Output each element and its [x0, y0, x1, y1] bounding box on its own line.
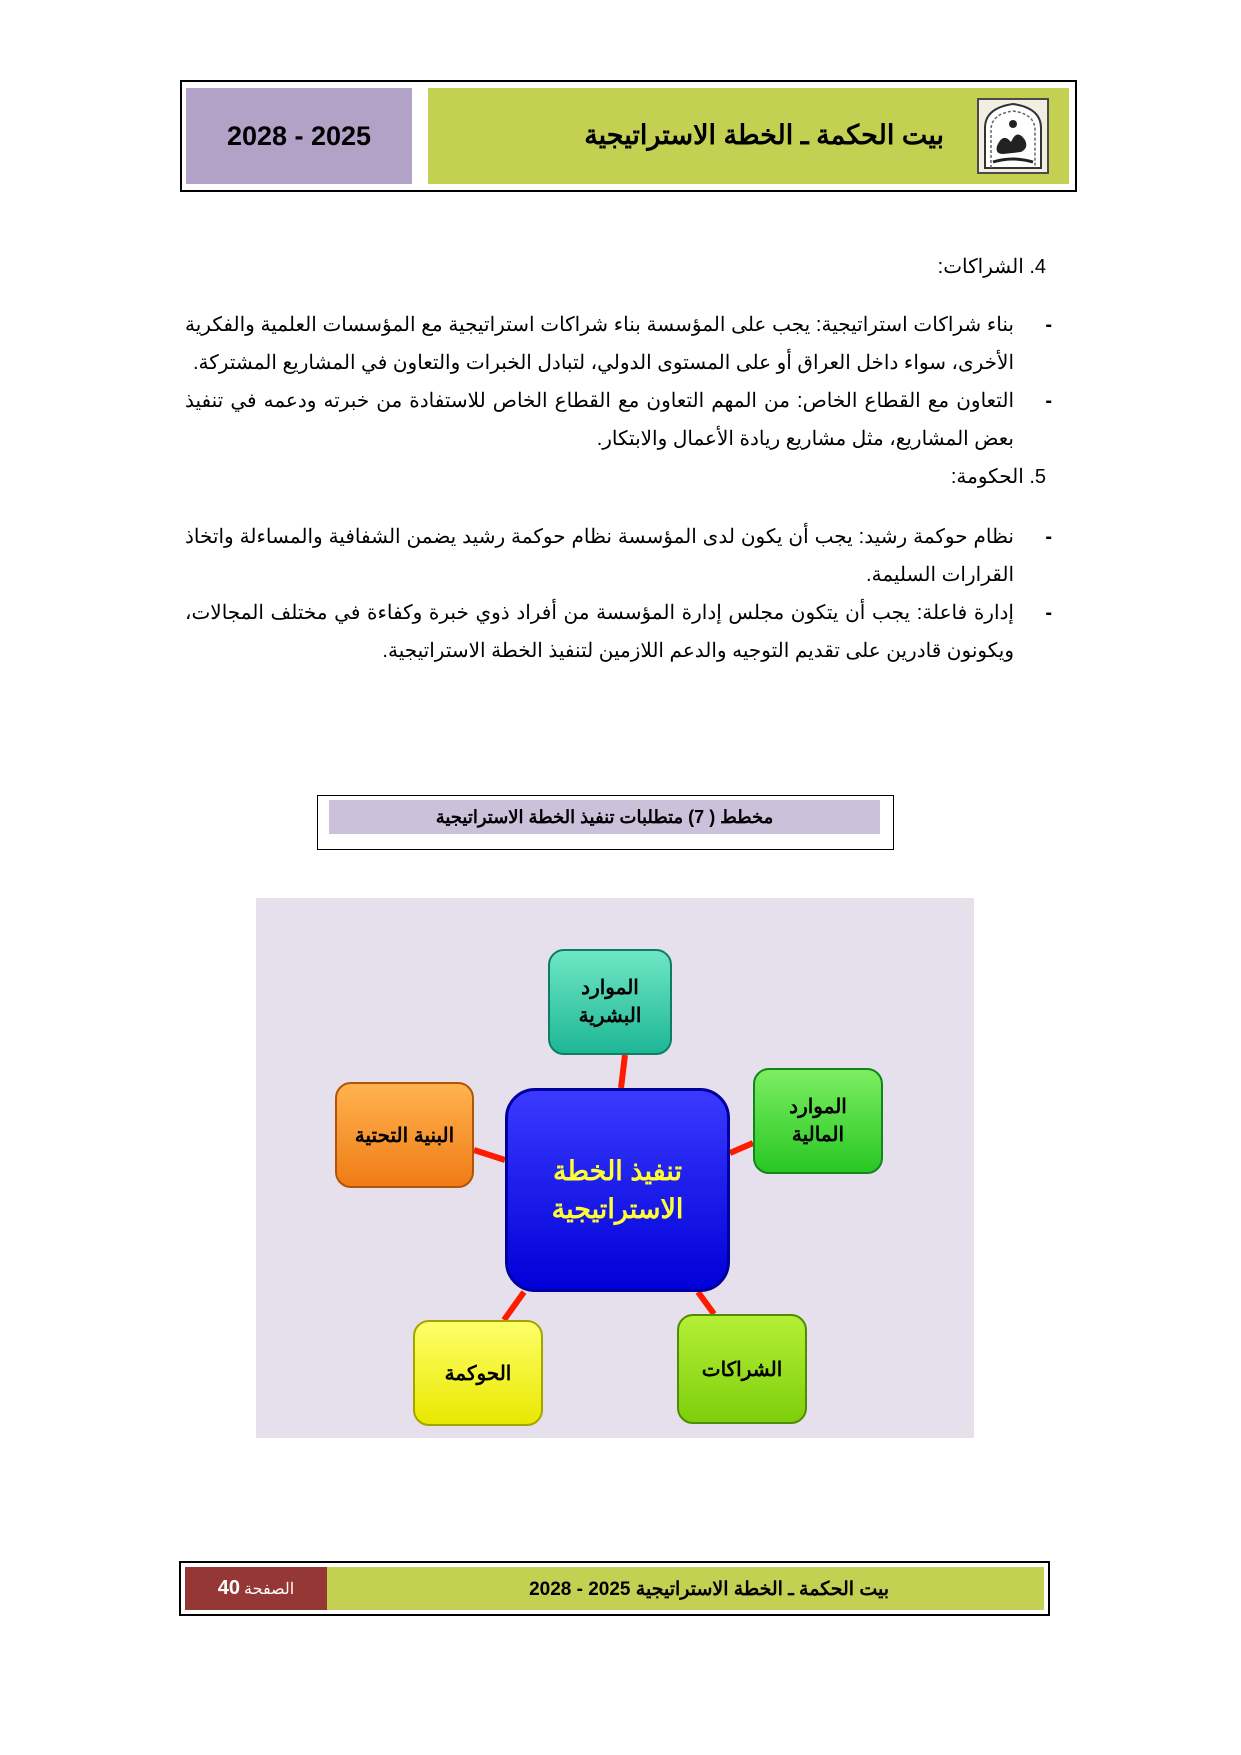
bullet-private-sector — [185, 382, 1052, 458]
section-title-partnerships: 4. الشراكات: — [937, 256, 1046, 278]
node-human-resources — [548, 949, 672, 1055]
page-footer — [179, 1561, 1050, 1616]
node-governance — [413, 1320, 543, 1426]
footer-title: بيت الحكمة ـ الخطة الاستراتيجية 2025 - 2028 — [529, 1579, 889, 1600]
page-label: الصفحة — [244, 1580, 295, 1598]
bullet-marker: - — [1045, 526, 1052, 548]
connector-hr — [621, 1055, 625, 1088]
figure-caption-box — [317, 795, 894, 850]
footer-title-box — [327, 1567, 1044, 1610]
node-label: الشراكات — [701, 1358, 783, 1381]
bullet-text: التعاون مع القطاع الخاص: من المهم التعاون مع القطاع الخاص للاستفادة من خبرته ودعمه في تنفيذ بعض المشاريع، مثل مشاريع ريادة الأعمال والابتكار. — [185, 390, 1014, 450]
node-partnerships — [677, 1314, 807, 1424]
bayt-al-hikma-logo-icon — [977, 98, 1049, 174]
bullet-text: إدارة فاعلة: يجب أن يتكون مجلس إدارة المؤسسة من أفراد ذوي خبرة وكفاءة في مختلف المجالات، ويكونون قادرين على تقديم التوجيه والدعم اللازمين لتنفيذ الخطة الاستراتيجية. — [185, 602, 1014, 662]
bullet-effective-management — [185, 594, 1052, 670]
connector-gov — [504, 1292, 524, 1320]
connector-inf — [474, 1150, 505, 1160]
bullet-marker: - — [1045, 314, 1052, 336]
node-infrastructure — [335, 1082, 474, 1188]
node-label: تنفيذ الخطة الاستراتيجية — [551, 1156, 684, 1224]
bullet-text: بناء شراكات استراتيجية: يجب على المؤسسة بناء شراكات استراتيجية مع المؤسسات العلمية والفكرية الأخرى، سواء داخل العراق أو على المستوى الدولي، لتبادل الخبرات والتعاون في المشاريع المشتركة. — [185, 314, 1014, 374]
bullet-text: نظام حوكمة رشيد: يجب أن يكون لدى المؤسسة نظام حوكمة رشيد يضمن الشفافية والمساءلة واتخاذ القرارات السليمة. — [185, 526, 1014, 586]
header-title-box — [428, 88, 1069, 184]
node-plan-execution — [505, 1088, 730, 1292]
node-label: الموارد البشرية — [578, 977, 642, 1027]
connector-par — [698, 1292, 714, 1314]
header-years: 2028 - 2025 — [226, 120, 372, 151]
bullet-marker: - — [1045, 602, 1052, 624]
page-header — [180, 80, 1077, 192]
requirements-diagram — [256, 898, 974, 1438]
header-years-box — [186, 88, 412, 184]
connector-fin — [730, 1143, 753, 1153]
figure-caption: مخطط ( 7) متطلبات تنفيذ الخطة الاستراتيجية — [329, 800, 880, 834]
node-financial-resources — [753, 1068, 883, 1174]
section-title-governance: 5. الحكومة: — [950, 466, 1046, 488]
header-title: بيت الحكمة ـ الخطة الاستراتيجية — [584, 120, 944, 150]
page-number: 40 — [217, 1577, 241, 1599]
bullet-marker: - — [1045, 390, 1052, 412]
node-label: البنية التحتية — [354, 1124, 455, 1147]
node-label: الموارد المالية — [789, 1096, 847, 1146]
bullet-governance-system — [185, 518, 1052, 594]
bullet-strategic-partnerships — [185, 306, 1052, 382]
page-number-box — [185, 1567, 327, 1610]
body-content — [185, 248, 1052, 670]
node-label: الحوكمة — [444, 1362, 512, 1385]
